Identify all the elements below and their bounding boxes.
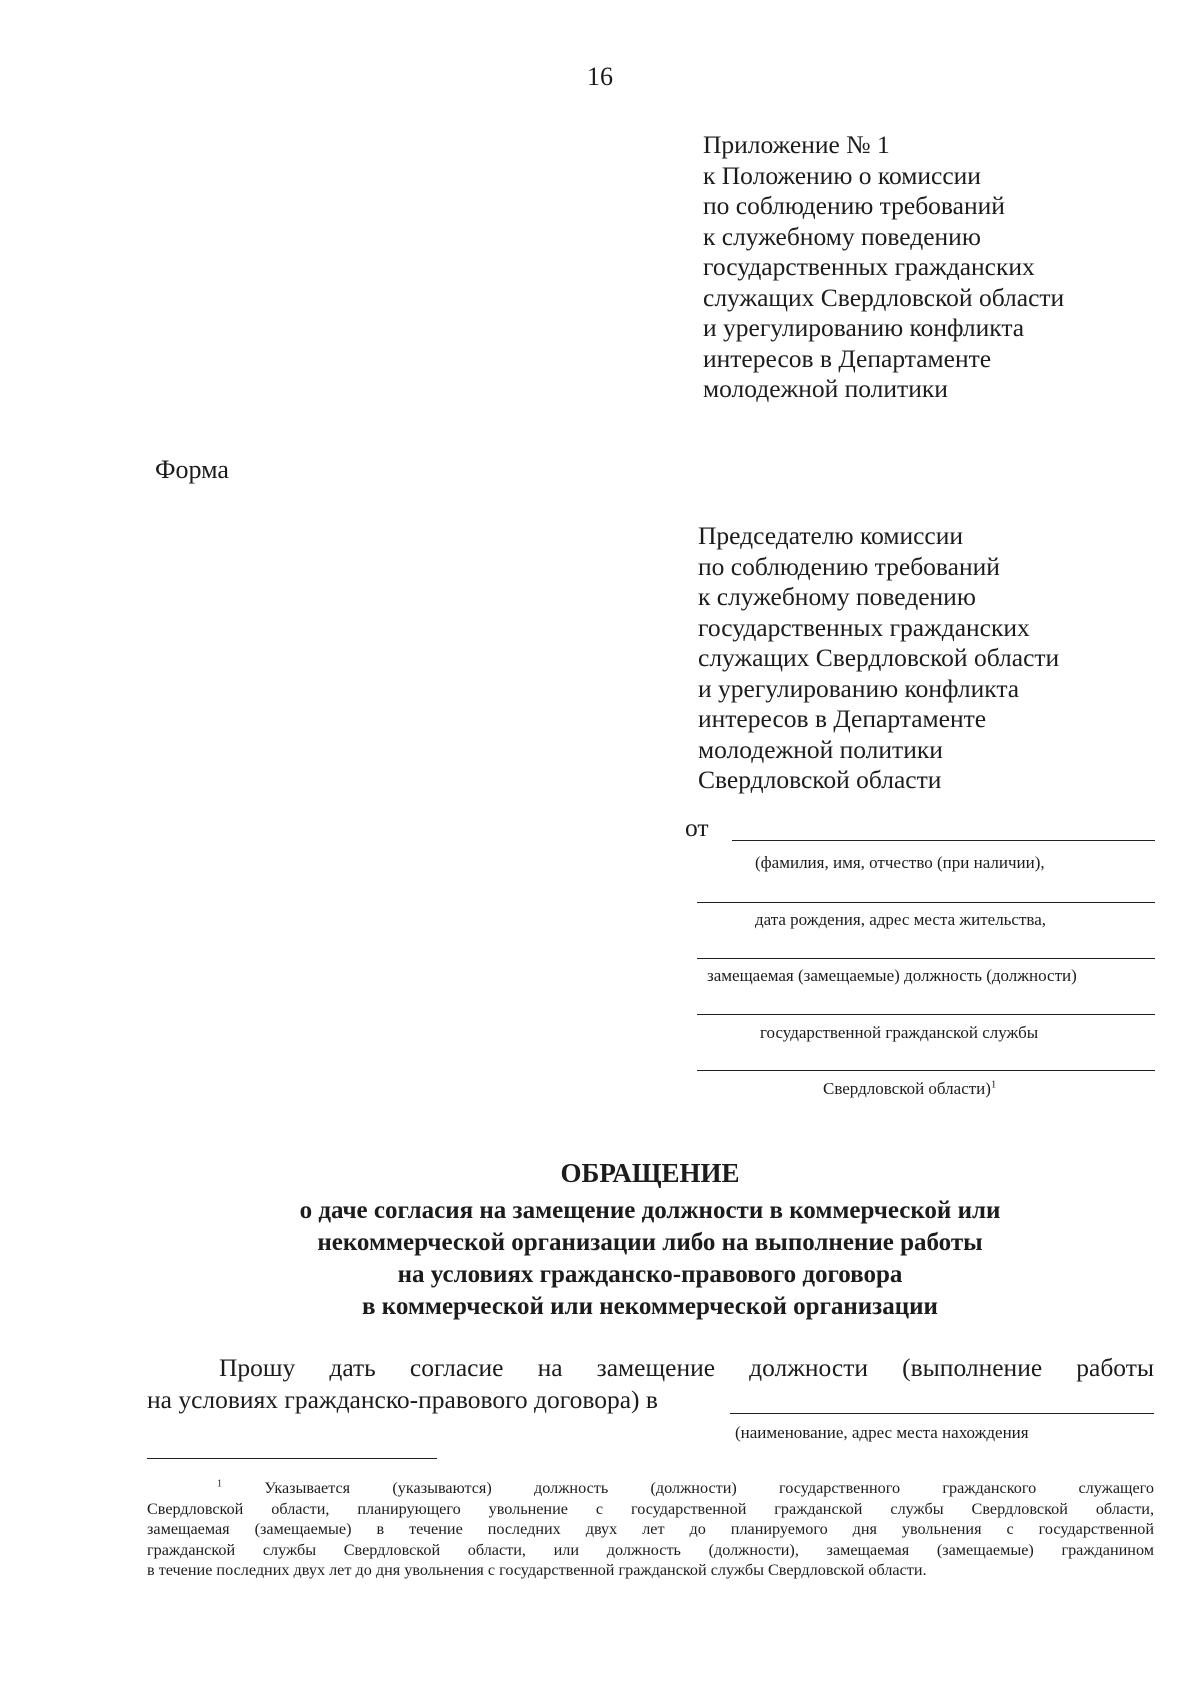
request-line: Прошу дать согласие на замещение должности (выполнение работы: [219, 1353, 1154, 1382]
footnote-mark: 1: [217, 1478, 223, 1490]
subtitle-line: в коммерческой или некоммерческой организации: [362, 1293, 938, 1320]
from-label: от: [685, 813, 709, 842]
footnote-line: $^1$ Указывается (указываются) должность (должности) государственного гражданского служащего: [217, 1478, 1154, 1497]
addressee-line: служащих Свердловской области: [698, 643, 1060, 672]
subtitle-line: некоммерческой организации либо на выполнение работы: [317, 1229, 983, 1256]
addressee-line: молодежной политики: [698, 734, 943, 764]
form-label: Форма: [155, 455, 229, 484]
appendix-line: и урегулированию конфликта: [703, 313, 1025, 342]
page-number: 16: [587, 62, 613, 91]
field-caption-region: Свердловской области)$^1$: [823, 1079, 997, 1098]
footnote-separator: [147, 1458, 437, 1459]
addressee-line: и урегулированию конфликта: [698, 673, 1020, 703]
appendix-line: интересов в Департаменте: [703, 343, 992, 373]
birth-address-field[interactable]: [697, 902, 1155, 903]
subtitle-line: о даче согласия на замещение должности в коммерческой или: [299, 1197, 1001, 1224]
field-caption-service: государственной гражданской службы: [760, 1023, 1039, 1042]
field-caption-birth-address: дата рождения, адрес места жительства,: [755, 910, 1047, 929]
footnote-line: в течение последних двух лет до дня увольнения с государственной гражданской службы Свердловской области.: [147, 1561, 927, 1579]
addressee-line: Свердловской области: [698, 765, 942, 794]
organization-field[interactable]: [730, 1413, 1154, 1414]
footnote: [147, 1478, 1154, 1581]
region-field[interactable]: [697, 1070, 1155, 1071]
addressee-line: интересов в Департаменте: [698, 704, 987, 733]
addressee-line: к служебному поведению: [698, 582, 976, 611]
addressee-block: [698, 521, 1059, 796]
request-paragraph: [147, 1352, 1154, 1416]
field-caption-position: замещаемая (замещаемые) должность (должности): [707, 966, 1077, 985]
appendix-line: к служебному поведению: [703, 221, 981, 251]
addressee-line: Председателю комиссии: [698, 521, 964, 550]
position-field[interactable]: [697, 958, 1155, 959]
footnote-reference: 1: [990, 1079, 997, 1091]
appendix-line: государственных гражданских: [703, 252, 1035, 281]
addressee-line: по соблюдению требований: [698, 551, 1000, 581]
appendix-line: служащих Свердловской области: [703, 282, 1065, 312]
appendix-line: по соблюдению требований: [703, 191, 1005, 220]
footnote-line: замещаемая (замещаемые) в течение последних двух лет до планируемого дня увольнения с государственной: [147, 1520, 1154, 1538]
addressee-line: государственных гражданских: [698, 612, 1030, 642]
document-title: ОБРАЩЕНИЕ: [560, 1158, 740, 1188]
applicant-name-field[interactable]: [732, 840, 1155, 841]
document-subtitle: [0, 1195, 1200, 1323]
appendix-line: молодежной политики: [703, 374, 948, 403]
from-field-row: [685, 813, 1155, 845]
footnote-line: Свердловской области, планирующего увольнение с государственной гражданской службы Свердловской области,: [147, 1499, 1154, 1518]
service-field[interactable]: [697, 1014, 1155, 1015]
appendix-line: к Положению о комиссии: [703, 160, 981, 190]
request-line: на условиях гражданско-правового договора) в: [147, 1385, 658, 1414]
field-caption-organization: (наименование, адрес места нахождения: [735, 1423, 1029, 1442]
field-caption-name: (фамилия, имя, отчество (при наличии),: [755, 853, 1045, 872]
appendix-reference: [703, 130, 1064, 405]
footnote-line: гражданской службы Свердловской области, или должность (должности), замещаемая (замещаемые) гражданином: [147, 1540, 1154, 1559]
subtitle-line: на условиях гражданско-правового договора: [397, 1261, 903, 1288]
appendix-line: Приложение № 1: [703, 130, 890, 159]
